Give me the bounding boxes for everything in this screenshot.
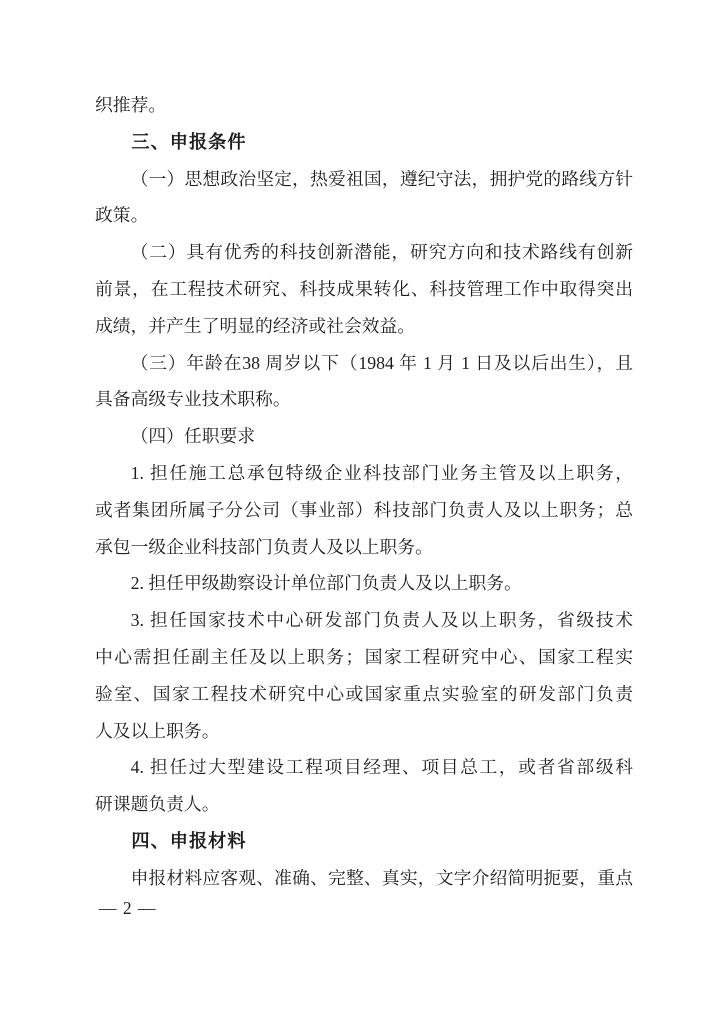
section-heading: 三、申报条件 (131, 131, 247, 152)
body-line: 申报材料应客观、准确、完整、真实，文字介绍简明扼要，重点 (130, 867, 633, 888)
body-line: 具备高级专业技术职称。 (95, 389, 291, 410)
body-line: （三）年龄在38 周岁以下（1984 年 1 月 1 日及以后出生），且 (130, 352, 633, 373)
body-line: 承包一级企业科技部门负责人及以上职务。 (95, 536, 433, 557)
body-line: 研课题负责人。 (95, 794, 220, 815)
body-line: （四）任职要求 (130, 426, 256, 447)
body-line: 3. 担任国家技术中心研发部门负责人及以上职务，省级技术 (130, 610, 633, 631)
body-line: 前景，在工程技术研究、科技成果转化、科技管理工作中取得突出 (95, 278, 633, 299)
body-line: 人及以上职务。 (95, 720, 220, 741)
body-line: 成绩，并产生了明显的经济或社会效益。 (95, 315, 416, 336)
page-number: — 2 — (99, 898, 157, 918)
body-line: 2. 担任甲级勘察设计单位部门负责人及以上职务。 (130, 573, 522, 594)
body-line: 验室、国家工程技术研究中心或国家重点实验室的研发部门负责 (95, 683, 633, 704)
body-line: 中心需担任副主任及以上职务；国家工程研究中心、国家工程实 (95, 646, 633, 667)
body-line: （一）思想政治坚定，热爱祖国，遵纪守法，拥护党的路线方针 (130, 168, 633, 189)
body-line: （二）具有优秀的科技创新潜能，研究方向和技术路线有创新 (130, 242, 633, 263)
document-text (95, 87, 633, 897)
body-line: 或者集团所属子分公司（事业部）科技部门负责人及以上职务；总 (95, 499, 633, 520)
body-line: 政策。 (95, 205, 149, 226)
section-heading: 四、申报材料 (131, 830, 247, 851)
body-line: 织推荐。 (95, 95, 167, 115)
body-line: 4. 担任过大型建设工程项目经理、项目总工，或者省部级科 (130, 757, 633, 778)
body-line: 1. 担任施工总承包特级企业科技部门业务主管及以上职务， (130, 462, 633, 483)
